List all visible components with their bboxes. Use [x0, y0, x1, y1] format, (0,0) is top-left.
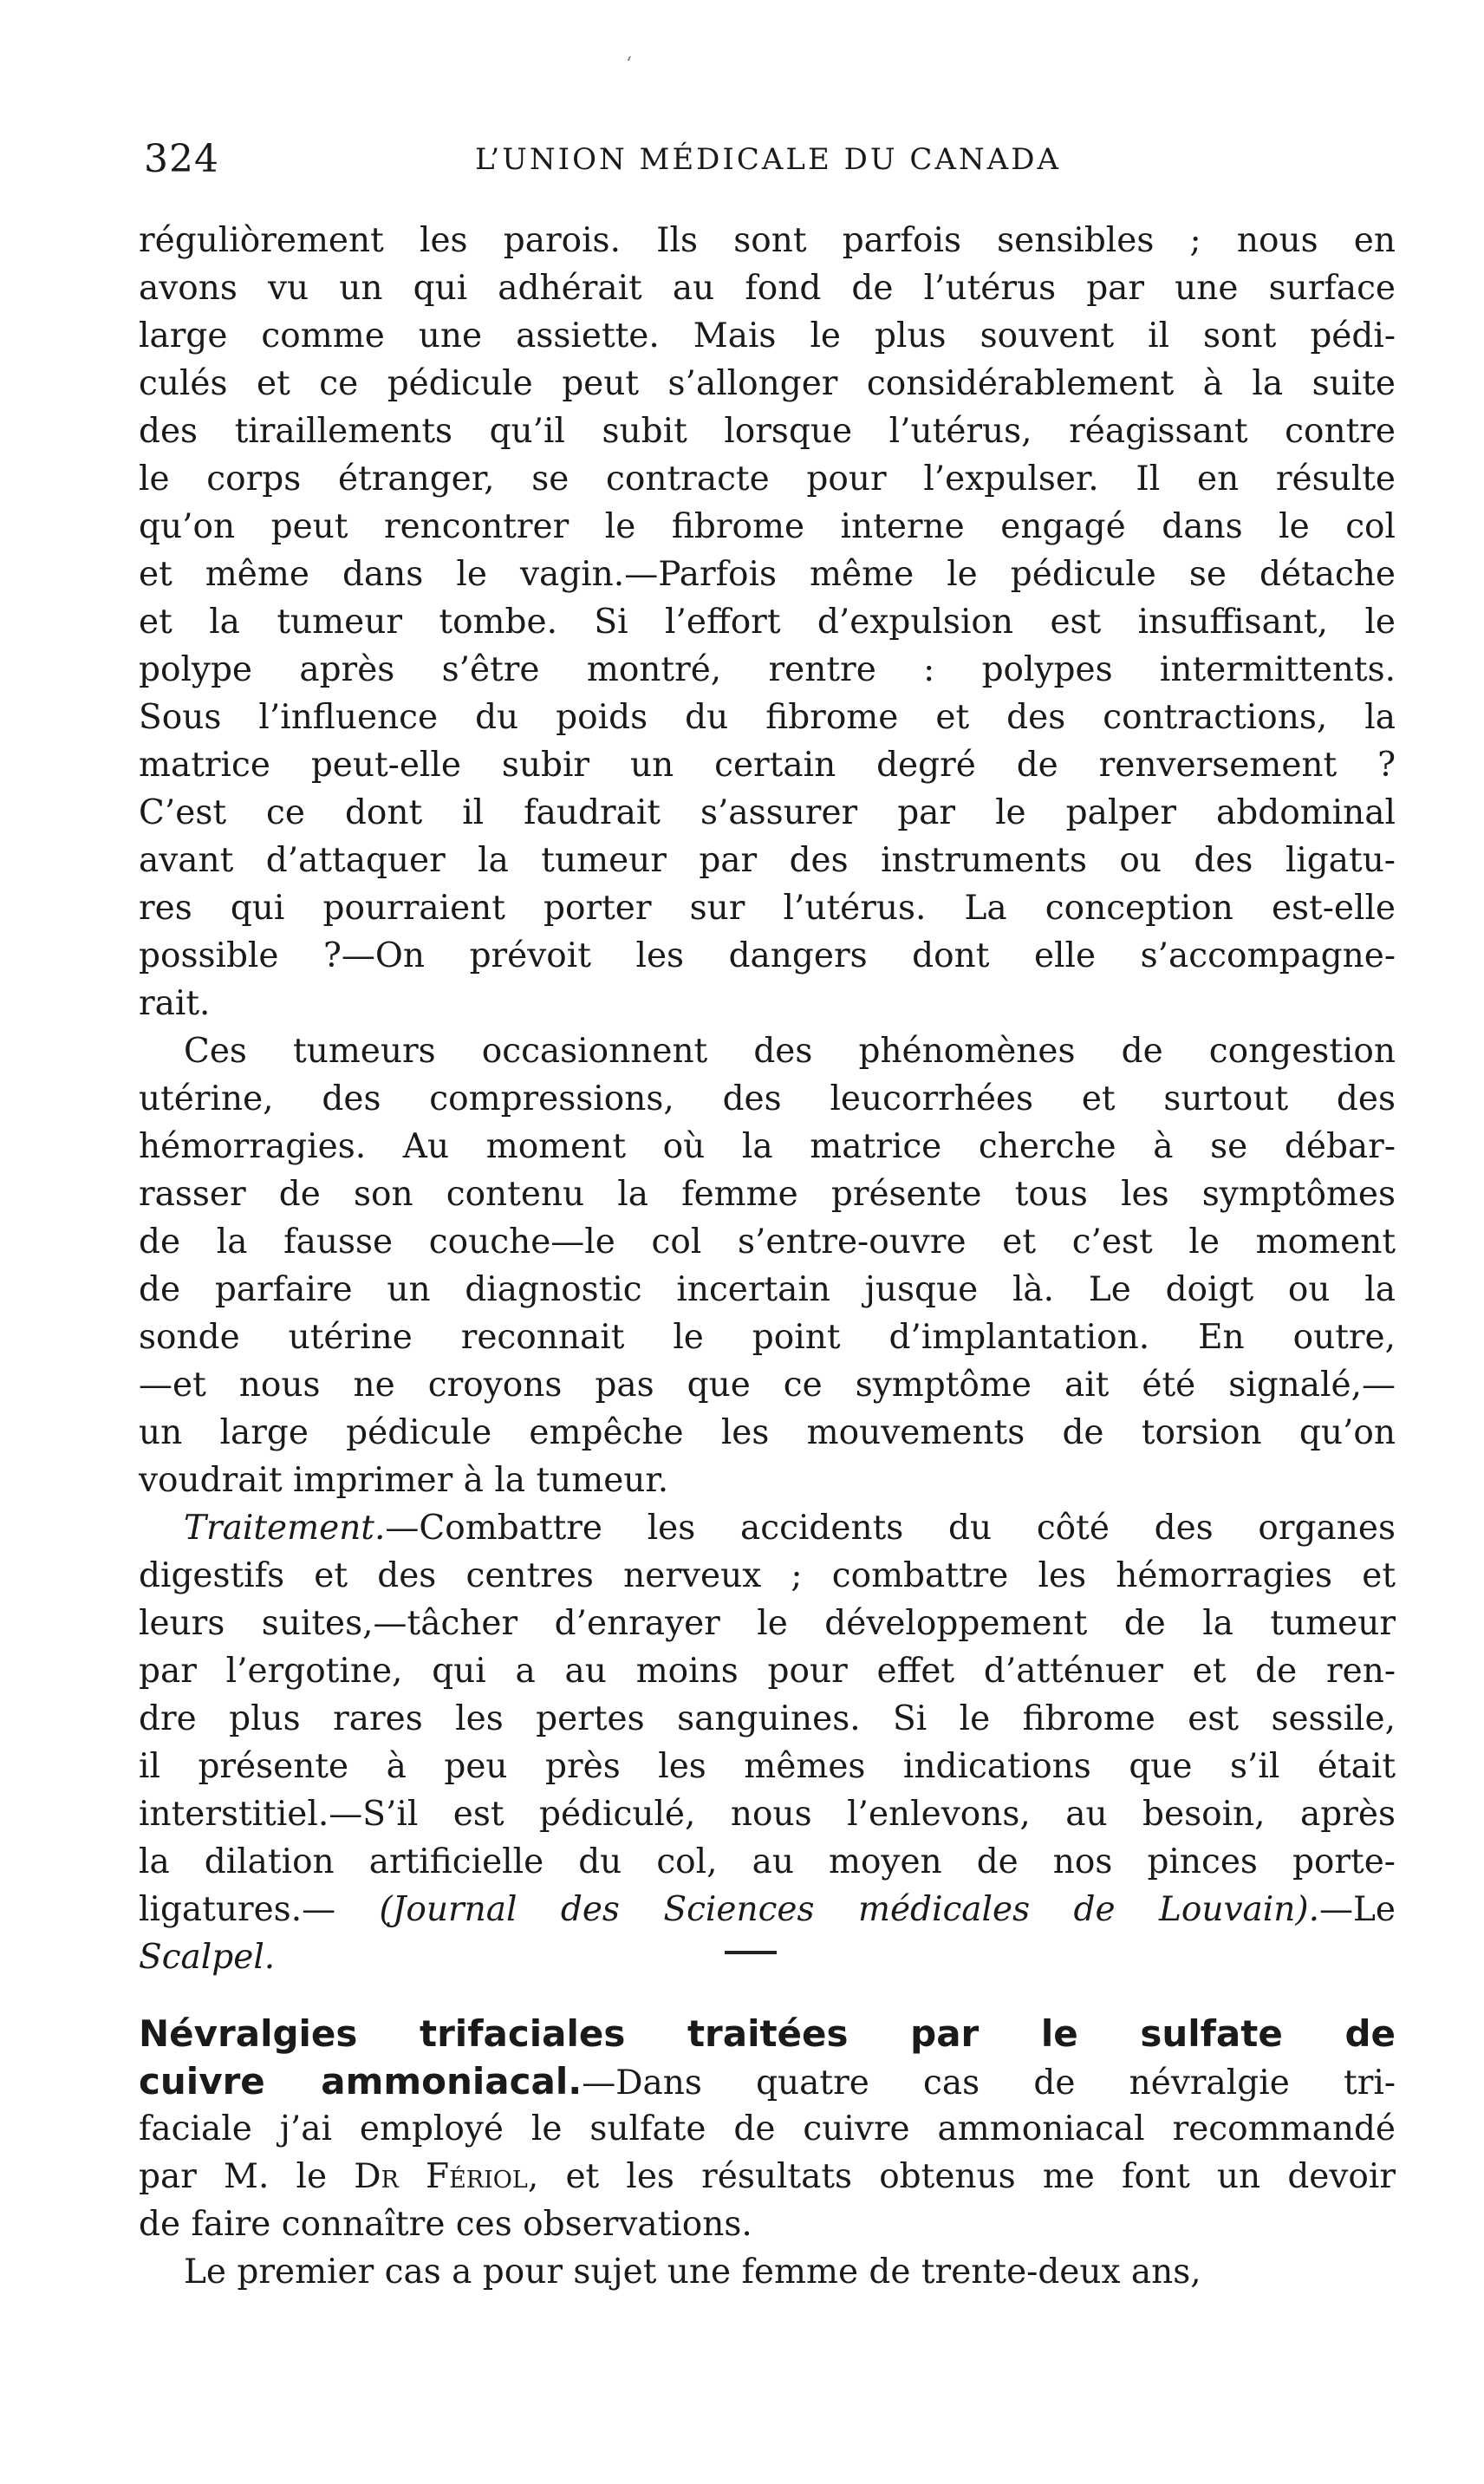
text-line: la dilation artificielle du col, au moyen de nos pinces porte-: [139, 1842, 1396, 1881]
page-number: 324: [144, 137, 219, 181]
text-line: [139, 2153, 1396, 2200]
text-line: dre plus rares les pertes sanguines. Si le fibrome est sessile,: [139, 1699, 1396, 1738]
section-label: Traitement.: [184, 1509, 386, 1548]
text-line: le corps étranger, se contracte pour l’expulser. Il en résulte: [139, 460, 1396, 499]
text-line: utérine, des compressions, des leucorrhées et surtout des: [139, 1079, 1396, 1118]
text-line: large comme une assiette. Mais le plus souvent il sont pédi-: [139, 316, 1396, 355]
page-header: [139, 137, 1396, 189]
text-line: [139, 1504, 1396, 1552]
text-line: interstitiel.—S’il est pédiculé, nous l’enlevons, au besoin, après: [139, 1795, 1396, 1834]
citation: (Journal des Sciences médicales de Louvain).: [379, 1890, 1320, 1929]
text-line: —et nous ne croyons pas que ce symptôme ait été signalé,—: [139, 1366, 1396, 1405]
text-run: par M. le: [139, 2157, 355, 2196]
text-line: [139, 1886, 1396, 1933]
article-body: [139, 217, 1396, 1981]
text-line: culés et ce pédicule peut s’allonger considérablement à la suite: [139, 364, 1396, 403]
text-line: il présente à peu près les mêmes indications que s’il était: [139, 1747, 1396, 1786]
text-line: digestifs et des centres nerveux ; combattre les hémorragies et: [139, 1556, 1396, 1595]
text-line: par l’ergotine, qui a au moins pour effet d’atténuer et de ren-: [139, 1652, 1396, 1691]
text-line: hémorragies. Au moment où la matrice cherche à se débar-: [139, 1127, 1396, 1166]
text-line: leurs suites,—tâcher d’enrayer le développement de la tumeur: [139, 1604, 1396, 1643]
text-line: matrice peut-elle subir un certain degré de renversement ?: [139, 746, 1396, 785]
text-line: rasser de son contenu la femme présente tous les symptômes: [139, 1175, 1396, 1214]
section-divider: [725, 1951, 777, 1954]
text-line: de la fausse couche—le col s’entre-ouvre et c’est le moment: [139, 1222, 1396, 1262]
text-line: faciale j’ai employé le sulfate de cuivre ammoniacal recommandé: [139, 2109, 1396, 2148]
text-line: res qui pourraient porter sur l’utérus. La conception est-elle: [139, 889, 1396, 928]
stray-mark: ‘: [626, 54, 632, 75]
text-line: avons vu un qui adhérait au fond de l’utérus par une surface: [139, 269, 1396, 308]
text-line: polype après s’être montré, rentre : polypes intermittents.: [139, 650, 1396, 689]
text-run: —Combattre les accidents du côté des organes: [385, 1509, 1396, 1548]
text-line: voudrait imprimer à la tumeur.: [139, 1461, 669, 1500]
text-line: avant d’attaquer la tumeur par des instruments ou des ligatu-: [139, 841, 1396, 880]
text-line: Sous l’influence du poids du fibrome et des contractions, la: [139, 698, 1396, 737]
text-line: un large pédicule empêche les mouvements de torsion qu’on: [139, 1413, 1396, 1452]
text-run: —Dans quatre cas de névralgie tri-: [582, 2063, 1396, 2103]
doctor-name: Dr Fériol: [354, 2157, 528, 2196]
text-line: rait.: [139, 984, 211, 1023]
text-line: sonde utérine reconnait le point d’implantation. En outre,: [139, 1318, 1396, 1357]
text-line: qu’on peut rencontrer le fibrome interne engagé dans le col: [139, 507, 1396, 546]
source-credit: Scalpel.: [139, 1938, 276, 1977]
text-run: ligatures.—: [139, 1890, 380, 1929]
text-line: réguliòrement les parois. Ils sont parfois sensibles ; nous en: [139, 221, 1396, 260]
text-line: possible ?—On prévoit les dangers dont elle s’accompagne-: [139, 936, 1396, 975]
text-line: C’est ce dont il faudrait s’assurer par le palper abdominal: [139, 793, 1396, 832]
text-line: et la tumeur tombe. Si l’effort d’expulsion est insuffisant, le: [139, 603, 1396, 642]
article-headline-continued: cuivre ammoniacal.: [139, 2060, 583, 2103]
text-line: Le premier cas a pour sujet une femme de trente-deux ans,: [184, 2253, 1201, 2292]
text-line: Ces tumeurs occasionnent des phénomènes de congestion: [184, 1032, 1396, 1071]
text-line: de parfaire un diagnostic incertain jusque là. Le doigt ou la: [139, 1270, 1396, 1309]
text-line: des tiraillements qu’il subit lorsque l’utérus, réagissant contre: [139, 412, 1396, 451]
text-line: de faire connaître ces observations.: [139, 2205, 752, 2244]
text-run: —Le: [1319, 1890, 1396, 1929]
text-line: [139, 2057, 1396, 2105]
article-headline: Névralgies trifaciales traitées par le sulfate de: [139, 2012, 1396, 2055]
running-title: L’UNION MÉDICALE DU CANADA: [475, 142, 1062, 177]
text-run: , et les résultats obtenus me font un devoir: [527, 2157, 1396, 2196]
text-line: et même dans le vagin.—Parfois même le pédicule se détache: [139, 555, 1396, 594]
article-2: [139, 2010, 1396, 2296]
